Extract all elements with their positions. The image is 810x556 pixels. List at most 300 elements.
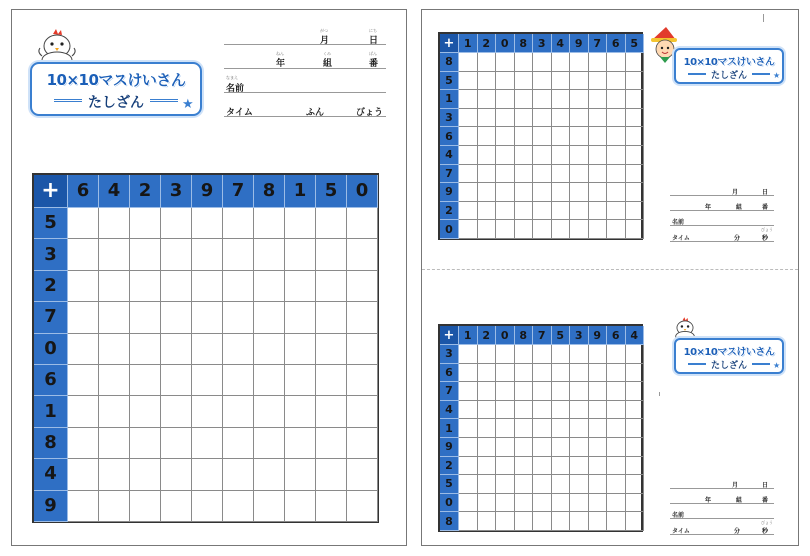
answer-cell[interactable] [626,457,645,476]
answer-cell[interactable] [192,302,223,333]
answer-cell[interactable] [459,438,478,457]
answer-cell[interactable] [515,401,534,420]
answer-cell[interactable] [607,165,626,184]
answer-cell[interactable] [533,127,552,146]
answer-cell[interactable] [607,457,626,476]
answer-cell[interactable] [478,345,497,364]
answer-cell[interactable] [552,90,571,109]
answer-cell[interactable] [552,220,571,239]
answer-cell[interactable] [192,396,223,427]
answer-cell[interactable] [459,183,478,202]
answer-cell[interactable] [570,220,589,239]
answer-cell[interactable] [570,72,589,91]
answer-cell[interactable] [589,475,608,494]
answer-cell[interactable] [589,419,608,438]
answer-cell[interactable] [130,271,161,302]
answer-cell[interactable] [99,491,130,522]
answer-cell[interactable] [316,459,347,490]
answer-cell[interactable] [570,364,589,383]
answer-cell[interactable] [254,459,285,490]
answer-cell[interactable] [223,239,254,270]
answer-cell[interactable] [478,364,497,383]
answer-cell[interactable] [285,271,316,302]
answer-cell[interactable] [626,419,645,438]
answer-cell[interactable] [254,208,285,239]
answer-cell[interactable] [68,459,99,490]
answer-cell[interactable] [589,401,608,420]
answer-cell[interactable] [496,345,515,364]
answer-cell[interactable] [607,220,626,239]
answer-cell[interactable] [626,512,645,531]
answer-cell[interactable] [496,364,515,383]
answer-cell[interactable] [552,345,571,364]
answer-cell[interactable] [607,364,626,383]
answer-cell[interactable] [99,334,130,365]
answer-cell[interactable] [254,365,285,396]
answer-cell[interactable] [254,428,285,459]
answer-cell[interactable] [478,438,497,457]
answer-cell[interactable] [347,491,378,522]
answer-cell[interactable] [533,401,552,420]
answer-cell[interactable] [570,146,589,165]
answer-cell[interactable] [607,146,626,165]
answer-cell[interactable] [570,109,589,128]
answer-cell[interactable] [533,146,552,165]
answer-cell[interactable] [570,401,589,420]
answer-cell[interactable] [607,419,626,438]
answer-cell[interactable] [496,53,515,72]
answer-cell[interactable] [589,512,608,531]
answer-cell[interactable] [223,491,254,522]
answer-cell[interactable] [533,90,552,109]
answer-cell[interactable] [68,271,99,302]
answer-cell[interactable] [99,208,130,239]
answer-cell[interactable] [589,438,608,457]
answer-cell[interactable] [192,208,223,239]
answer-cell[interactable] [161,302,192,333]
answer-cell[interactable] [570,419,589,438]
answer-cell[interactable] [626,438,645,457]
answer-cell[interactable] [285,396,316,427]
answer-cell[interactable] [626,202,645,221]
answer-cell[interactable] [161,271,192,302]
answer-cell[interactable] [99,428,130,459]
answer-cell[interactable] [223,459,254,490]
answer-cell[interactable] [496,494,515,513]
answer-cell[interactable] [347,334,378,365]
answer-cell[interactable] [515,127,534,146]
answer-cell[interactable] [285,334,316,365]
answer-cell[interactable] [570,165,589,184]
answer-cell[interactable] [99,396,130,427]
answer-cell[interactable] [570,382,589,401]
answer-cell[interactable] [161,428,192,459]
answer-cell[interactable] [223,365,254,396]
answer-cell[interactable] [533,345,552,364]
answer-cell[interactable] [478,475,497,494]
answer-cell[interactable] [533,109,552,128]
answer-cell[interactable] [223,428,254,459]
answer-cell[interactable] [533,202,552,221]
answer-cell[interactable] [99,365,130,396]
answer-cell[interactable] [626,220,645,239]
answer-cell[interactable] [192,365,223,396]
answer-cell[interactable] [515,457,534,476]
answer-cell[interactable] [68,208,99,239]
answer-cell[interactable] [589,183,608,202]
answer-cell[interactable] [533,382,552,401]
answer-cell[interactable] [496,475,515,494]
answer-cell[interactable] [496,72,515,91]
answer-cell[interactable] [496,419,515,438]
answer-cell[interactable] [589,220,608,239]
answer-cell[interactable] [515,438,534,457]
answer-cell[interactable] [459,202,478,221]
answer-cell[interactable] [626,475,645,494]
answer-cell[interactable] [478,419,497,438]
answer-cell[interactable] [552,364,571,383]
answer-cell[interactable] [99,239,130,270]
answer-cell[interactable] [533,53,552,72]
answer-cell[interactable] [254,334,285,365]
answer-cell[interactable] [68,302,99,333]
answer-cell[interactable] [478,494,497,513]
answer-cell[interactable] [316,239,347,270]
answer-cell[interactable] [496,438,515,457]
answer-cell[interactable] [515,202,534,221]
answer-cell[interactable] [515,419,534,438]
answer-cell[interactable] [316,491,347,522]
answer-cell[interactable] [459,419,478,438]
answer-cell[interactable] [192,334,223,365]
answer-cell[interactable] [459,364,478,383]
answer-cell[interactable] [130,428,161,459]
answer-cell[interactable] [459,220,478,239]
answer-cell[interactable] [68,365,99,396]
answer-cell[interactable] [459,494,478,513]
answer-cell[interactable] [552,494,571,513]
answer-cell[interactable] [478,382,497,401]
answer-cell[interactable] [496,109,515,128]
answer-cell[interactable] [161,239,192,270]
answer-cell[interactable] [459,475,478,494]
answer-cell[interactable] [515,475,534,494]
answer-cell[interactable] [192,271,223,302]
answer-cell[interactable] [459,457,478,476]
answer-cell[interactable] [533,438,552,457]
answer-cell[interactable] [533,419,552,438]
answer-cell[interactable] [285,491,316,522]
answer-cell[interactable] [589,53,608,72]
answer-cell[interactable] [130,491,161,522]
answer-cell[interactable] [478,401,497,420]
answer-cell[interactable] [496,457,515,476]
answer-cell[interactable] [607,53,626,72]
answer-cell[interactable] [496,382,515,401]
answer-cell[interactable] [285,459,316,490]
answer-cell[interactable] [589,494,608,513]
answer-cell[interactable] [347,271,378,302]
answer-cell[interactable] [552,475,571,494]
answer-cell[interactable] [478,72,497,91]
answer-cell[interactable] [533,165,552,184]
answer-cell[interactable] [347,428,378,459]
answer-cell[interactable] [589,146,608,165]
answer-cell[interactable] [626,127,645,146]
answer-cell[interactable] [285,239,316,270]
answer-cell[interactable] [254,396,285,427]
answer-cell[interactable] [192,491,223,522]
answer-cell[interactable] [459,345,478,364]
answer-cell[interactable] [459,90,478,109]
answer-cell[interactable] [626,53,645,72]
answer-cell[interactable] [254,491,285,522]
answer-cell[interactable] [254,271,285,302]
answer-cell[interactable] [515,183,534,202]
answer-cell[interactable] [478,53,497,72]
answer-cell[interactable] [192,459,223,490]
answer-cell[interactable] [459,109,478,128]
answer-cell[interactable] [589,457,608,476]
answer-cell[interactable] [347,302,378,333]
answer-cell[interactable] [533,475,552,494]
answer-cell[interactable] [316,396,347,427]
answer-cell[interactable] [496,90,515,109]
answer-cell[interactable] [533,494,552,513]
answer-cell[interactable] [552,72,571,91]
answer-cell[interactable] [223,271,254,302]
answer-cell[interactable] [589,90,608,109]
answer-cell[interactable] [130,208,161,239]
answer-cell[interactable] [192,239,223,270]
answer-cell[interactable] [533,220,552,239]
answer-cell[interactable] [130,459,161,490]
answer-cell[interactable] [478,127,497,146]
answer-cell[interactable] [68,428,99,459]
answer-cell[interactable] [347,396,378,427]
answer-cell[interactable] [478,512,497,531]
answer-cell[interactable] [552,202,571,221]
answer-cell[interactable] [570,127,589,146]
answer-cell[interactable] [607,90,626,109]
answer-cell[interactable] [607,345,626,364]
answer-cell[interactable] [478,109,497,128]
answer-cell[interactable] [68,491,99,522]
answer-cell[interactable] [626,72,645,91]
answer-cell[interactable] [552,438,571,457]
answer-cell[interactable] [130,334,161,365]
answer-cell[interactable] [533,72,552,91]
answer-cell[interactable] [607,109,626,128]
answer-cell[interactable] [589,72,608,91]
answer-cell[interactable] [254,239,285,270]
answer-cell[interactable] [552,127,571,146]
answer-cell[interactable] [570,512,589,531]
answer-cell[interactable] [626,109,645,128]
answer-cell[interactable] [626,90,645,109]
answer-cell[interactable] [459,146,478,165]
answer-cell[interactable] [589,345,608,364]
answer-cell[interactable] [161,491,192,522]
answer-cell[interactable] [459,401,478,420]
answer-cell[interactable] [478,457,497,476]
answer-cell[interactable] [515,146,534,165]
answer-cell[interactable] [515,364,534,383]
answer-cell[interactable] [626,183,645,202]
answer-cell[interactable] [223,396,254,427]
answer-cell[interactable] [626,364,645,383]
answer-cell[interactable] [570,457,589,476]
answer-cell[interactable] [316,334,347,365]
answer-cell[interactable] [589,109,608,128]
answer-cell[interactable] [570,90,589,109]
answer-cell[interactable] [589,127,608,146]
answer-cell[interactable] [533,512,552,531]
answer-cell[interactable] [607,438,626,457]
answer-cell[interactable] [552,183,571,202]
answer-cell[interactable] [570,53,589,72]
answer-cell[interactable] [285,302,316,333]
answer-cell[interactable] [607,127,626,146]
answer-cell[interactable] [192,428,223,459]
answer-cell[interactable] [515,382,534,401]
answer-cell[interactable] [161,396,192,427]
answer-cell[interactable] [478,146,497,165]
answer-cell[interactable] [515,90,534,109]
answer-cell[interactable] [478,202,497,221]
answer-cell[interactable] [68,239,99,270]
answer-cell[interactable] [99,302,130,333]
answer-cell[interactable] [515,109,534,128]
answer-cell[interactable] [496,512,515,531]
answer-cell[interactable] [496,146,515,165]
answer-cell[interactable] [68,396,99,427]
answer-cell[interactable] [496,220,515,239]
answer-cell[interactable] [459,382,478,401]
answer-cell[interactable] [607,475,626,494]
answer-cell[interactable] [223,334,254,365]
answer-cell[interactable] [626,401,645,420]
answer-cell[interactable] [161,365,192,396]
answer-cell[interactable] [570,345,589,364]
answer-cell[interactable] [478,165,497,184]
answer-cell[interactable] [161,334,192,365]
answer-cell[interactable] [285,428,316,459]
answer-cell[interactable] [496,202,515,221]
answer-cell[interactable] [99,459,130,490]
answer-cell[interactable] [626,146,645,165]
answer-cell[interactable] [570,438,589,457]
answer-cell[interactable] [607,494,626,513]
answer-cell[interactable] [478,220,497,239]
answer-cell[interactable] [347,365,378,396]
answer-cell[interactable] [589,165,608,184]
answer-cell[interactable] [626,165,645,184]
answer-cell[interactable] [533,457,552,476]
answer-cell[interactable] [607,72,626,91]
answer-cell[interactable] [552,146,571,165]
answer-cell[interactable] [347,239,378,270]
answer-cell[interactable] [459,72,478,91]
answer-cell[interactable] [552,457,571,476]
answer-cell[interactable] [459,512,478,531]
answer-cell[interactable] [589,202,608,221]
answer-cell[interactable] [515,72,534,91]
answer-cell[interactable] [130,365,161,396]
answer-cell[interactable] [223,302,254,333]
answer-cell[interactable] [570,475,589,494]
answer-cell[interactable] [459,127,478,146]
answer-cell[interactable] [347,208,378,239]
answer-cell[interactable] [589,364,608,383]
answer-cell[interactable] [316,365,347,396]
answer-cell[interactable] [552,419,571,438]
answer-cell[interactable] [223,208,254,239]
answer-cell[interactable] [347,459,378,490]
answer-cell[interactable] [570,494,589,513]
answer-cell[interactable] [316,208,347,239]
answer-cell[interactable] [515,53,534,72]
answer-cell[interactable] [161,459,192,490]
answer-cell[interactable] [552,382,571,401]
answer-cell[interactable] [552,53,571,72]
answer-cell[interactable] [285,208,316,239]
answer-cell[interactable] [552,109,571,128]
answer-cell[interactable] [552,165,571,184]
answer-cell[interactable] [459,53,478,72]
answer-cell[interactable] [552,512,571,531]
answer-cell[interactable] [130,396,161,427]
answer-cell[interactable] [607,512,626,531]
answer-cell[interactable] [459,165,478,184]
answer-cell[interactable] [478,90,497,109]
answer-cell[interactable] [515,494,534,513]
answer-cell[interactable] [570,183,589,202]
answer-cell[interactable] [496,401,515,420]
answer-cell[interactable] [161,208,192,239]
answer-cell[interactable] [607,401,626,420]
answer-cell[interactable] [316,271,347,302]
answer-cell[interactable] [130,239,161,270]
answer-cell[interactable] [515,165,534,184]
answer-cell[interactable] [316,428,347,459]
answer-cell[interactable] [68,334,99,365]
answer-cell[interactable] [607,183,626,202]
answer-cell[interactable] [552,401,571,420]
answer-cell[interactable] [496,183,515,202]
answer-cell[interactable] [626,494,645,513]
answer-cell[interactable] [515,220,534,239]
answer-cell[interactable] [316,302,347,333]
answer-cell[interactable] [515,345,534,364]
answer-cell[interactable] [607,382,626,401]
answer-cell[interactable] [533,183,552,202]
answer-cell[interactable] [607,202,626,221]
answer-cell[interactable] [254,302,285,333]
answer-cell[interactable] [478,183,497,202]
answer-cell[interactable] [130,302,161,333]
answer-cell[interactable] [99,271,130,302]
answer-cell[interactable] [496,127,515,146]
answer-cell[interactable] [589,382,608,401]
answer-cell[interactable] [533,364,552,383]
answer-cell[interactable] [496,165,515,184]
answer-cell[interactable] [626,345,645,364]
answer-cell[interactable] [515,512,534,531]
answer-cell[interactable] [626,382,645,401]
answer-cell[interactable] [285,365,316,396]
answer-cell[interactable] [570,202,589,221]
